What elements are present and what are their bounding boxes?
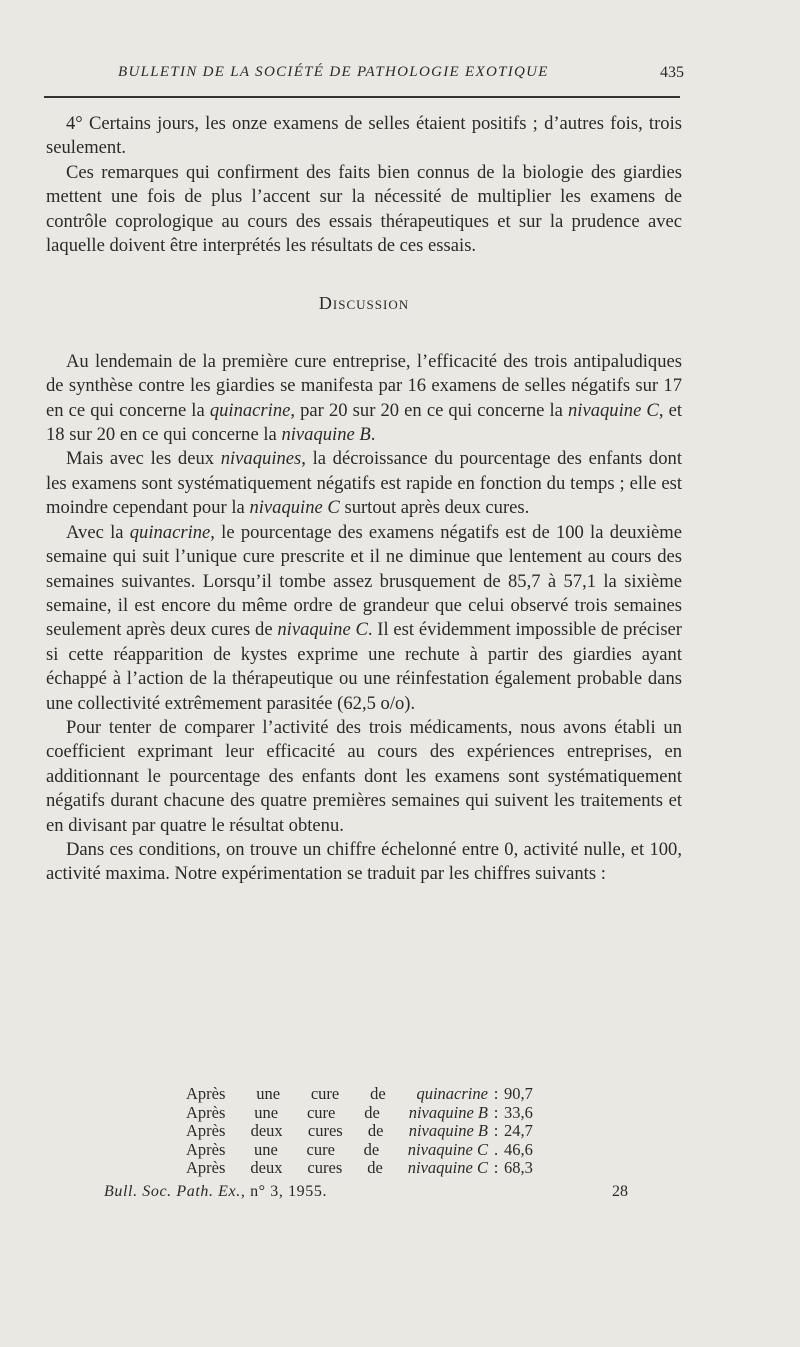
results-list xyxy=(186,1085,586,1178)
page-number: 435 xyxy=(660,64,684,81)
paragraph-2: Ces remarques qui confirment des faits bien connus de la biologie des giardies mettent une fois de plus l’accent sur la nécessité de multiplier les examens de contrôle coprologique au cours des essais thérapeutiques et sur la prudence avec laquelle doivent être interprétés les résultats de ces essais. xyxy=(46,161,682,257)
result-value: 90,7 xyxy=(504,1084,533,1103)
section-heading: Discussion xyxy=(318,293,410,314)
paragraph-4: Mais avec les deux nivaquines, la décroissance du pourcentage des enfants dont les examens sont systématiquement négatifs est rapide en fonction du temps ; elle est moindre cependant pour la nivaquine C surtout après deux cures. xyxy=(46,448,682,519)
results-row: Après une cure de nivaquine B : 33,6 xyxy=(186,1104,586,1123)
signature-mark: 28 xyxy=(612,1183,628,1200)
body-text xyxy=(46,112,682,887)
header-rule xyxy=(44,96,680,98)
footer-citation: Bull. Soc. Path. Ex., n° 3, 1955. xyxy=(104,1183,328,1200)
results-row: Après une cure de quinacrine : 90,7 xyxy=(186,1085,586,1104)
journal-title: BULLETIN DE LA SOCIÉTÉ DE PATHOLOGIE EXOTIQUE xyxy=(118,64,549,80)
paragraph-5: Avec la quinacrine, le pourcentage des examens négatifs est de 100 la deuxième semaine qui suit l’unique cure prescrite et il ne diminue que lentement au cours des semaines suivantes. Lorsqu’il tombe assez brusquement de 85,7 à 57,1 la sixième semaine, il est encore du même ordre de grandeur que celui observé trois semaines seulement après deux cures de nivaquine C. Il est évidemment impossible de préciser si cette réapparition de kystes exprime une rechute à partir des giardies ayant échappé à l’action de la thérapeutique ou une réinfestation également probable dans une collectivité extrêmement parasitée (62,5 o/o). xyxy=(46,521,683,714)
paragraph-1: 4° Certains jours, les onze examens de selles étaient positifs ; d’autres fois, trois seulement. xyxy=(46,113,682,159)
result-value: 46,6 xyxy=(504,1139,533,1159)
running-header xyxy=(44,64,684,94)
results-row: Après deux cures de nivaquine C : 68,3 xyxy=(186,1159,586,1178)
paragraph-6: Pour tenter de comparer l’activité des trois médicaments, nous avons établi un coefficient exprimant leur efficacité au cours des expériences entreprises, en additionnant le pourcentage des enfants dont les examens sont systématiquement négatifs durant chacune des quatre premières semaines qui suivent les traitements et en divisant par quatre le résultat obtenu. xyxy=(46,716,682,836)
result-value: 33,6 xyxy=(504,1102,533,1122)
result-value: 68,3 xyxy=(504,1158,533,1178)
results-row: Après deux cures de nivaquine B : 24,7 xyxy=(186,1122,586,1141)
paragraph-3: Au lendemain de la première cure entreprise, l’efficacité des trois antipaludiques de synthèse contre les giardies se manifesta par 16 examens de selles négatifs sur 17 en ce qui concerne la quinacrine, par 20 sur 20 en ce qui concerne la nivaquine C, et 18 sur 20 en ce qui concerne la nivaquine B. xyxy=(46,350,682,446)
paragraph-7: Dans ces conditions, on trouve un chiffre échelonné entre 0, activité nulle, et 100, activité maxima. Notre expérimentation se traduit par les chiffres suivants : xyxy=(46,838,682,885)
results-row: Après une cure de nivaquine C . 46,6 xyxy=(186,1141,586,1160)
result-value: 24,7 xyxy=(504,1121,533,1141)
